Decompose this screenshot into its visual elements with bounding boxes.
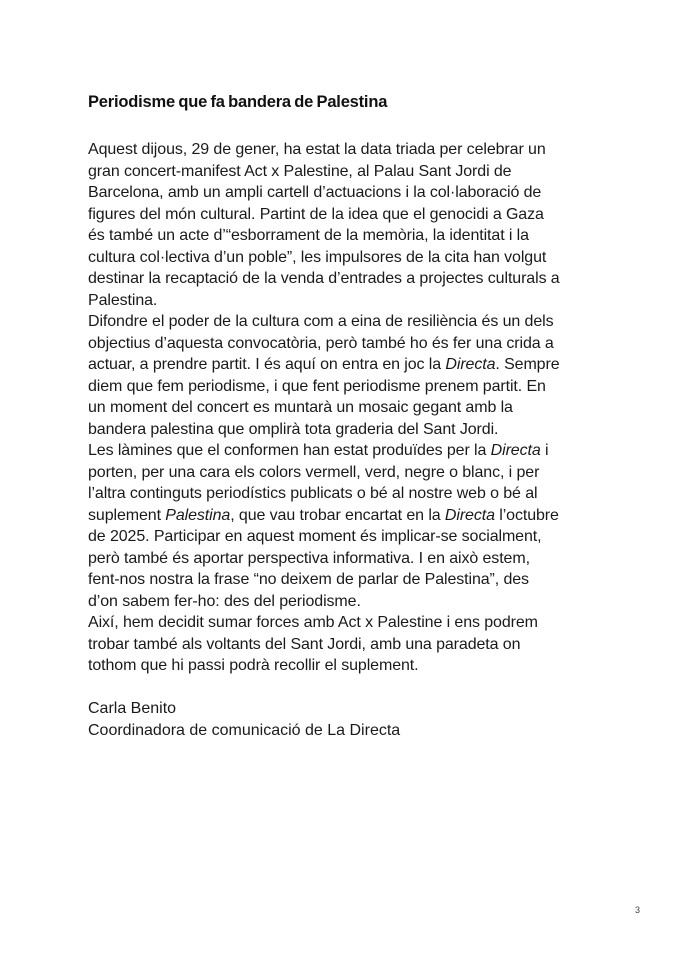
article-body bbox=[88, 139, 560, 677]
paragraph bbox=[88, 311, 560, 440]
signature-name: Carla Benito bbox=[88, 700, 177, 717]
italic-text: Directa bbox=[490, 442, 541, 459]
text-segment: i porten, per una cara els colors vermell, verd, negre o blanc, i per l’altra continguts periodístics publicats o bé al nostre web o bé al suplement bbox=[88, 442, 549, 524]
text-segment: . Sempre diem que fem periodisme, i que fent periodisme prenem partit. En un moment del concert es muntarà un mosaic gegant amb la bandera palestina que omplirà tota graderia del Sant Jordi. bbox=[88, 356, 560, 438]
signature-block bbox=[88, 698, 560, 741]
paragraph bbox=[88, 612, 560, 677]
signature-role: Coordinadora de comunicació de La Directa bbox=[88, 721, 401, 739]
text-segment: Difondre el poder de la cultura com a eina de resiliència és un dels objectius d’aquesta convocatòria, però també ho és fer una crida a actuar, a prendre partit. I és aquí on entra en joc la bbox=[88, 313, 554, 373]
text-segment: Així, hem decidit sumar forces amb Act x Palestine i ens podrem trobar també als voltants del Sant Jordi, amb una paradeta on tothom que hi passi podrà recollir el suplement. bbox=[88, 614, 538, 674]
paragraph bbox=[88, 440, 560, 612]
text-segment: , que vau trobar encartat en la bbox=[230, 506, 445, 524]
page-number: 3 bbox=[634, 905, 640, 915]
article-title: Periodisme que fa bandera de Palestina bbox=[88, 93, 388, 111]
italic-text: Directa bbox=[444, 506, 495, 524]
text-segment: Aquest dijous, 29 de gener, ha estat la data triada per celebrar un gran concert-manifest Act x Palestine, al Palau Sant Jordi de Barcelona, amb un ampli cartell d’actuacions i la col·laboració de figures del món cultural. Partint de la idea que el genocidi a Gaza és també un acte d’“esborrament de la memòria, la identitat i la cultura col·lectiva d’un poble”, les impulsores de la cita han volgut destinar la recaptació de la venda d’entrades a projectes culturals a Palestina. bbox=[88, 141, 560, 309]
text-segment: l’octubre de 2025. Participar en aquest moment és implicar-se socialment, però també és aportar perspectiva informativa. I en això estem, fent-nos nostra la frase “no deixem de parlar de Palestina”, des d’on sabem fer-ho: des del periodisme. bbox=[88, 506, 559, 610]
italic-text: Directa bbox=[445, 356, 496, 373]
text-segment: Les làmines que el conformen han estat produïdes per la bbox=[88, 442, 491, 459]
paragraph bbox=[88, 139, 560, 311]
article bbox=[88, 93, 560, 741]
italic-text: Palestina bbox=[165, 506, 231, 524]
